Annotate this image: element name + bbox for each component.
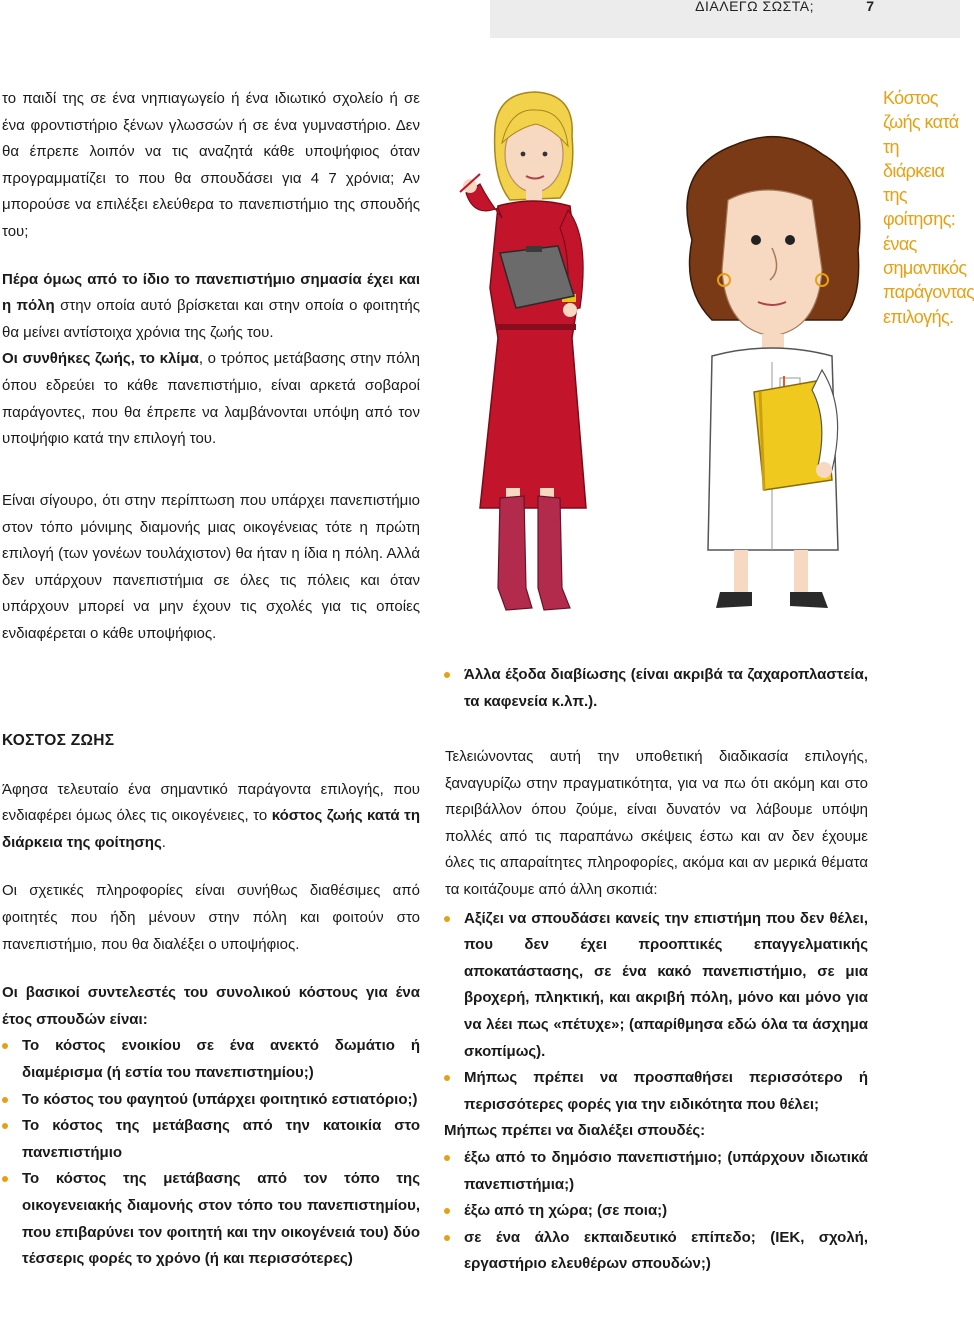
list-item: Το κόστος της μετάβασης από τον τόπο της οικογενειακής διαμονής στον τόπο του πανεπιστημίου, που επιβαρύνει τον φοιτητή και την οικογένειά του) δύο τέσσερις φορές το χρόνο (ή και περισσότερες) [2,1166,420,1272]
para-2-rest: στην οποία αυτό βρίσκεται και στην οποία ο φοιτητής θα μείνει αντίστοιχα χρόνια της ζωής του. [2,297,420,341]
list-item: Το κόστος του φαγητού (υπάρχει φοιτητικό εστιατόριο;) [2,1087,420,1114]
list-item: Το κόστος της μετάβασης από την κατοικία στο πανεπιστήμιο [2,1113,420,1166]
bullet-icon [444,1155,450,1161]
question-list [444,906,868,1119]
conclusion-para: Τελειώνοντας αυτή την υποθετική διαδικασία επιλογής, ξαναγυρίζω στην πραγματικότητα, για να πω ότι ακόμη και στο περιβάλλον όπου ζούμε, είναι δυνατόν να λάβουμε υπόψη πολλές από τις παραπάνω σκέψεις έστω και αν δεν έχουμε όλες τις απαραίτητες πληροφορίες, ακόμα και αν μερικά θέματα τα κοιτάζουμε από άλλη σκοπιά: [445,748,868,898]
page-header [490,0,960,38]
para-3-bold: Οι συνθήκες ζωής, το κλίμα [2,350,199,368]
para-3-rest: , ο τρόπος μετάβασης στην πόλη όπου εδρεύει το κάθε πανεπιστήμιο, είναι αρκετά σοβαροί παράγοντες, που θα έπρεπε να λαμβάνονται υπόψη από τον υποψήφιο κατά την επιλογή του. [2,350,420,448]
header-title: ΔΙΑΛΕΓΩ ΣΩΣΤΑ; [695,0,814,14]
cost-of-living-section [2,728,420,1273]
list-item: Το κόστος ενοικίου σε ένα ανεκτό δωμάτιο ή διαμέρισμα (ή εστία του πανεπιστημίου;) [2,1033,420,1086]
para-2 [2,267,420,347]
bullet-icon [2,1097,8,1103]
bullet-icon [2,1123,8,1129]
list-item: σε ένα άλλο εκπαιδευτικό επίπεδο; (ΙΕΚ, σχολή, εργαστήριο ελευθέρων σπουδών;) [444,1225,868,1278]
list-item: Μήπως πρέπει να προσπαθήσει περισσότερο ή περισσότερες φορές για την ειδικότητα που θέλει; [444,1065,868,1118]
right-top-bullet [444,662,868,715]
cost-list [2,1033,420,1272]
bullet-icon [2,1043,8,1049]
study-options-list [444,1145,868,1278]
list-item: Άλλα έξοδα διαβίωσης (είναι ακριβά τα ζαχαροπλαστεία, τα καφενεία κ.λπ.). [444,662,868,715]
bullet-icon [444,672,450,678]
list-item: έξω από το δημόσιο πανεπιστήμιο; (υπάρχουν ιδιωτικά πανεπιστήμια;) [444,1145,868,1198]
section-para-2: Οι σχετικές πληροφορίες είναι συνήθως διαθέσιμες από φοιτητές που ήδη μένουν στην πόλη και φοιτούν στο πανεπιστήμιο, που θα διαλέξει ο υποψήφιος. [2,882,420,953]
bullet-icon [444,916,450,922]
bullet-icon [444,1075,450,1081]
section-para-3: Οι βασικοί συντελεστές του συνολικού κόστους για ένα έτος σπουδών είναι: [2,984,420,1028]
sidebar-quote: Κόστος ζωής κατά τη διάρκεια της φοίτησης: ένας σημαντικός παράγοντας επιλογής. [883,88,974,327]
section-heading: ΚΟΣΤΟΣ ΖΩΗΣ [2,732,115,749]
city-paragraph [2,488,420,648]
study-question: Μήπως πρέπει να διαλέξει σπουδές: [444,1122,706,1140]
page-number: 7 [866,0,874,14]
list-item: έξω από τη χώρα; (σε ποια;) [444,1198,868,1225]
bullet-icon [2,1176,8,1182]
para-1: το παιδί της σε ένα νηπιαγωγείο ή ένα ιδιωτικό σχολείο ή σε ένα φροντιστήριο ξένων γλωσσών ή σε ένα γυμναστήριο. Δεν θα έπρεπε λοιπόν να τις αναζητά κάθε υποψήφιος όταν προγραμματίζει το που θα σπουδάσει για 4 7 χρόνια; Αν μπορούσε να επιλέξει ελεύθερα το πανεπιστήμιο της σπουδής του; [2,90,420,240]
para-3 [2,346,420,452]
list-item: Αξίζει να σπουδάσει κανείς την επιστήμη που δεν θέλει, που δεν έχει προοπτικές επαγγελματικής αποκατάστασης, σε ένα κακό πανεπιστήμιο, σε μια βροχερή, πληκτική, και ακριβή πόλη, μόνο και μόνο για να λέει πως «πέτυχε»; (απαρίθμησα εδώ όλα τα άσχημα σκοπίμως). [444,906,868,1066]
bullet-icon [444,1208,450,1214]
bullet-icon [444,1235,450,1241]
conclusion-column [444,744,868,1278]
section-para-1: Άφησα τελευταίο ένα σημαντικό παράγοντα επιλογής, που ενδιαφέρει όμως όλες τις οικογένειες, το κόστος ζωής κατά τη διάρκεια της φοίτησης. [2,780,420,851]
para-2-bold: Πέρα όμως από το ίδιο το πανεπιστήμιο σημασία έχει και η πόλη [2,270,420,315]
professor-illustration [672,130,872,620]
intro-text [2,86,420,453]
para-4: Είναι σίγουρο, ότι στην περίπτωση που υπάρχει πανεπιστήμιο στον τόπο μόνιμης διαμονής μιας οικογένειας τότε η πρώτη επιλογή (των γονέων τουλάχιστον) θα ήταν η ίδια η πόλη. Αλλά δεν υπάρχουν πανεπιστήμια σε όλες τις πόλεις και όταν υπάρχουν μπορεί να μην έχουν τις σχολές για τις οποίες ενδιαφέρεται ο κάθε υποψήφιος. [2,492,420,642]
woman-illustration [440,88,620,618]
